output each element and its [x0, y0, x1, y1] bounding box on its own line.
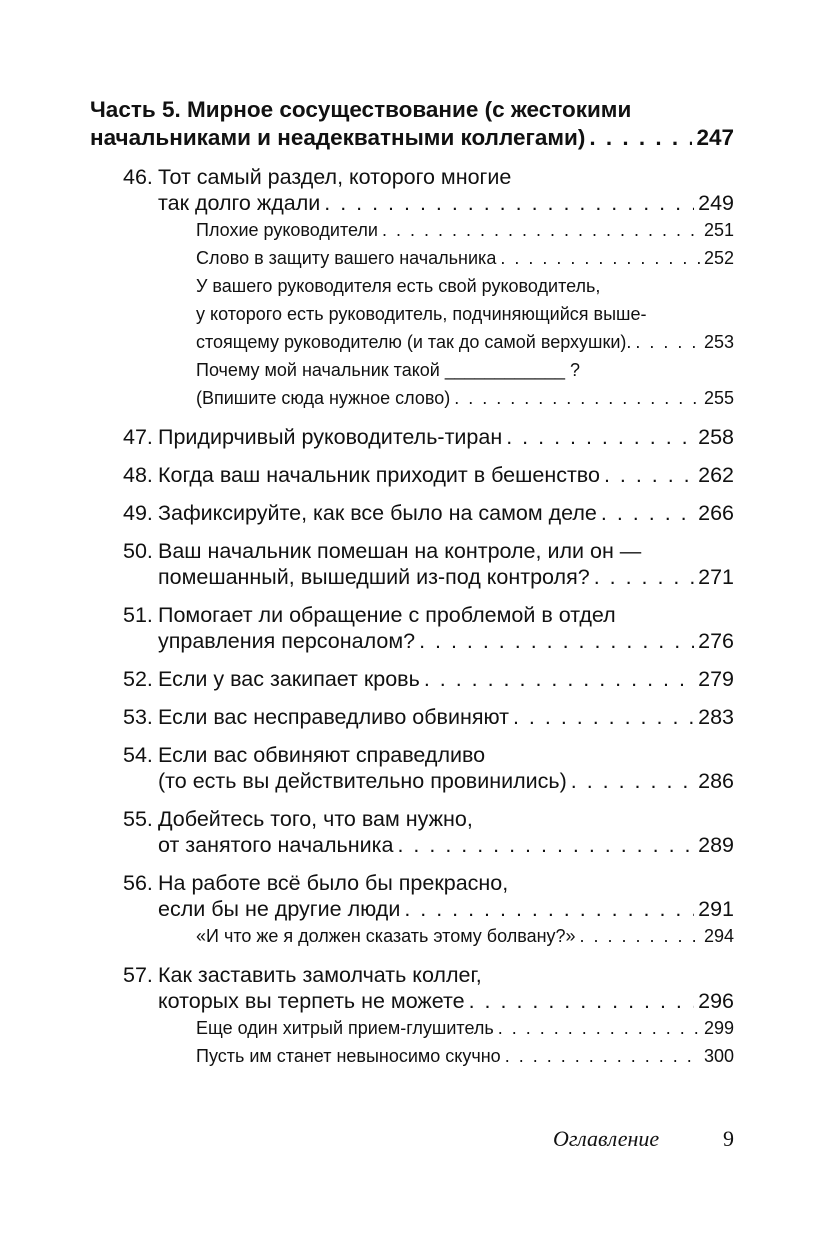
chapter-title: помешанный, вышедший из-под контроля? — [158, 565, 590, 589]
dot-leader — [397, 832, 694, 858]
subsection-last-line — [196, 244, 734, 272]
dot-leader — [505, 1042, 700, 1070]
chapter-body — [158, 602, 734, 654]
subsection-last-line — [196, 328, 734, 356]
chapter-text-line: Добейтесь того, что вам нужно, — [158, 807, 473, 831]
chapter-body — [158, 806, 734, 858]
chapter-last-line — [158, 832, 734, 858]
chapter-last-line — [158, 988, 734, 1014]
subsection-last-line — [196, 1042, 734, 1070]
dot-leader — [601, 500, 694, 526]
subsection-text-line: у которого есть руководитель, подчиняющийся выше- — [196, 304, 647, 324]
chapter-number: 51. — [123, 603, 153, 627]
chapter-text-line: Ваш начальник помешан на контроле, или он — — [158, 539, 642, 563]
chapter-title: (то есть вы действительно провинились) — [158, 769, 567, 793]
chapter-text-line: Тот самый раздел, которого многие — [158, 165, 512, 189]
chapter-page-number: 289 — [698, 833, 734, 857]
page-number: 9 — [723, 1126, 734, 1151]
chapter-text-line: Если вас обвиняют справедливо — [158, 743, 486, 767]
chapter-last-line — [158, 628, 734, 654]
subsection-title: стоящему руководителю (и так до самой верхушки). — [196, 332, 632, 352]
subsection-title: Слово в защиту вашего начальника — [196, 248, 497, 268]
chapter-title: так долго ждали — [158, 191, 321, 215]
subsection-entry — [90, 1014, 734, 1042]
subsection-last-line — [196, 384, 734, 412]
chapter-body — [158, 704, 734, 730]
chapter-number: 53. — [123, 705, 153, 729]
chapter-body — [158, 742, 734, 794]
chapter-last-line — [158, 462, 734, 488]
chapter-entry — [90, 538, 734, 590]
subsection-text-line: Почему мой начальник такой ____________ ? — [196, 360, 580, 380]
dot-leader — [382, 216, 700, 244]
part-title-line-1: Часть 5. Мирное сосуществование (с жестокими — [90, 97, 632, 122]
chapter-title: которых вы терпеть не можете — [158, 989, 465, 1013]
chapter-page-number: 296 — [698, 989, 734, 1013]
running-title: Оглавление — [553, 1126, 660, 1151]
chapter-entry — [90, 742, 734, 794]
subsection-last-line — [196, 1014, 734, 1042]
chapter-page-number: 262 — [698, 463, 734, 487]
dot-leader — [594, 564, 694, 590]
chapter-entry — [90, 704, 734, 730]
dot-leader — [571, 768, 694, 794]
dot-leader — [506, 424, 694, 450]
subsection-last-line — [196, 922, 734, 950]
chapter-list — [90, 164, 734, 1070]
subsection-entry — [90, 272, 734, 356]
chapter-number: 46. — [123, 165, 153, 189]
chapter-last-line — [158, 704, 734, 730]
chapter-text-line: Помогает ли обращение с проблемой в отдел — [158, 603, 616, 627]
dot-leader — [324, 190, 694, 216]
chapter-text-line: Как заставить замолчать коллег, — [158, 963, 482, 987]
chapter-title: Если вас несправедливо обвиняют — [158, 705, 509, 729]
chapter-last-line — [158, 768, 734, 794]
chapter-number: 50. — [123, 539, 153, 563]
chapter-entry — [90, 500, 734, 526]
chapter-page-number: 286 — [698, 769, 734, 793]
chapter-title: Зафиксируйте, как все было на самом деле — [158, 501, 597, 525]
subsection-title: «И что же я должен сказать этому болвану?» — [196, 926, 576, 946]
part-page-number: 247 — [696, 125, 734, 150]
dot-leader — [419, 628, 694, 654]
chapter-body — [158, 424, 734, 450]
chapter-entry — [90, 870, 734, 922]
subsection-page-number: 252 — [703, 248, 734, 268]
subsection-page-number: 300 — [703, 1046, 734, 1066]
chapter-number: 52. — [123, 667, 153, 691]
subsection-title: (Впишите сюда нужное слово) — [196, 388, 451, 408]
part-title-line-2 — [90, 124, 734, 152]
chapter-number: 49. — [123, 501, 153, 525]
subsection-page-number: 294 — [703, 926, 734, 946]
chapter-number: 54. — [123, 743, 153, 767]
subsection-entry — [90, 922, 734, 950]
chapter-entry — [90, 806, 734, 858]
chapter-last-line — [158, 666, 734, 692]
dot-leader — [580, 922, 700, 950]
dot-leader — [454, 384, 700, 412]
subsection-entry — [90, 356, 734, 412]
chapter-title: от занятого начальника — [158, 833, 394, 857]
chapter-entry — [90, 602, 734, 654]
subsection-page-number: 255 — [703, 388, 734, 408]
dot-leader — [635, 328, 700, 356]
chapter-body — [158, 870, 734, 922]
dot-leader — [589, 124, 692, 152]
subsection-title: Пусть им станет невыносимо скучно — [196, 1046, 501, 1066]
chapter-body — [158, 666, 734, 692]
subsection-page-number: 251 — [703, 220, 734, 240]
part-title-text: начальниками и неадекватными коллегами) — [90, 125, 586, 150]
chapter-page-number: 291 — [698, 897, 734, 921]
dot-leader — [604, 462, 694, 488]
chapter-last-line — [158, 190, 734, 216]
chapter-page-number: 266 — [698, 501, 734, 525]
chapter-number: 47. — [123, 425, 153, 449]
chapter-entry — [90, 462, 734, 488]
chapter-body — [158, 962, 734, 1014]
page-footer — [553, 1126, 734, 1152]
chapter-entry — [90, 424, 734, 450]
chapter-page-number: 279 — [698, 667, 734, 691]
chapter-page-number: 249 — [698, 191, 734, 215]
chapter-body — [158, 462, 734, 488]
part-heading — [90, 96, 734, 152]
chapter-body — [158, 500, 734, 526]
chapter-last-line — [158, 564, 734, 590]
chapter-page-number: 258 — [698, 425, 734, 449]
table-of-contents — [90, 96, 734, 1070]
subsection-page-number: 299 — [703, 1018, 734, 1038]
chapter-page-number: 271 — [698, 565, 734, 589]
chapter-page-number: 283 — [698, 705, 734, 729]
dot-leader — [424, 666, 694, 692]
dot-leader — [513, 704, 694, 730]
dot-leader — [404, 896, 694, 922]
chapter-last-line — [158, 424, 734, 450]
subsection-entry — [90, 1042, 734, 1070]
subsection-title: Еще один хитрый прием-глушитель — [196, 1018, 494, 1038]
chapter-entry — [90, 164, 734, 216]
chapter-page-number: 276 — [698, 629, 734, 653]
subsection-page-number: 253 — [703, 332, 734, 352]
chapter-number: 55. — [123, 807, 153, 831]
subsection-last-line — [196, 216, 734, 244]
chapter-title: Если у вас закипает кровь — [158, 667, 420, 691]
subsection-entry — [90, 216, 734, 244]
dot-leader — [500, 244, 700, 272]
subsection-text-line: У вашего руководителя есть свой руководитель, — [196, 276, 601, 296]
chapter-last-line — [158, 500, 734, 526]
chapter-text-line: На работе всё было бы прекрасно, — [158, 871, 509, 895]
chapter-body — [158, 164, 734, 216]
subsection-title: Плохие руководители — [196, 220, 378, 240]
chapter-body — [158, 538, 734, 590]
chapter-title: если бы не другие люди — [158, 897, 401, 921]
dot-leader — [469, 988, 695, 1014]
chapter-title: Придирчивый руководитель-тиран — [158, 425, 503, 449]
chapter-title: Когда ваш начальник приходит в бешенство — [158, 463, 600, 487]
chapter-number: 56. — [123, 871, 153, 895]
chapter-number: 48. — [123, 463, 153, 487]
chapter-number: 57. — [123, 963, 153, 987]
dot-leader — [498, 1014, 700, 1042]
chapter-entry — [90, 666, 734, 692]
chapter-last-line — [158, 896, 734, 922]
subsection-entry — [90, 244, 734, 272]
chapter-entry — [90, 962, 734, 1014]
chapter-title: управления персоналом? — [158, 629, 416, 653]
